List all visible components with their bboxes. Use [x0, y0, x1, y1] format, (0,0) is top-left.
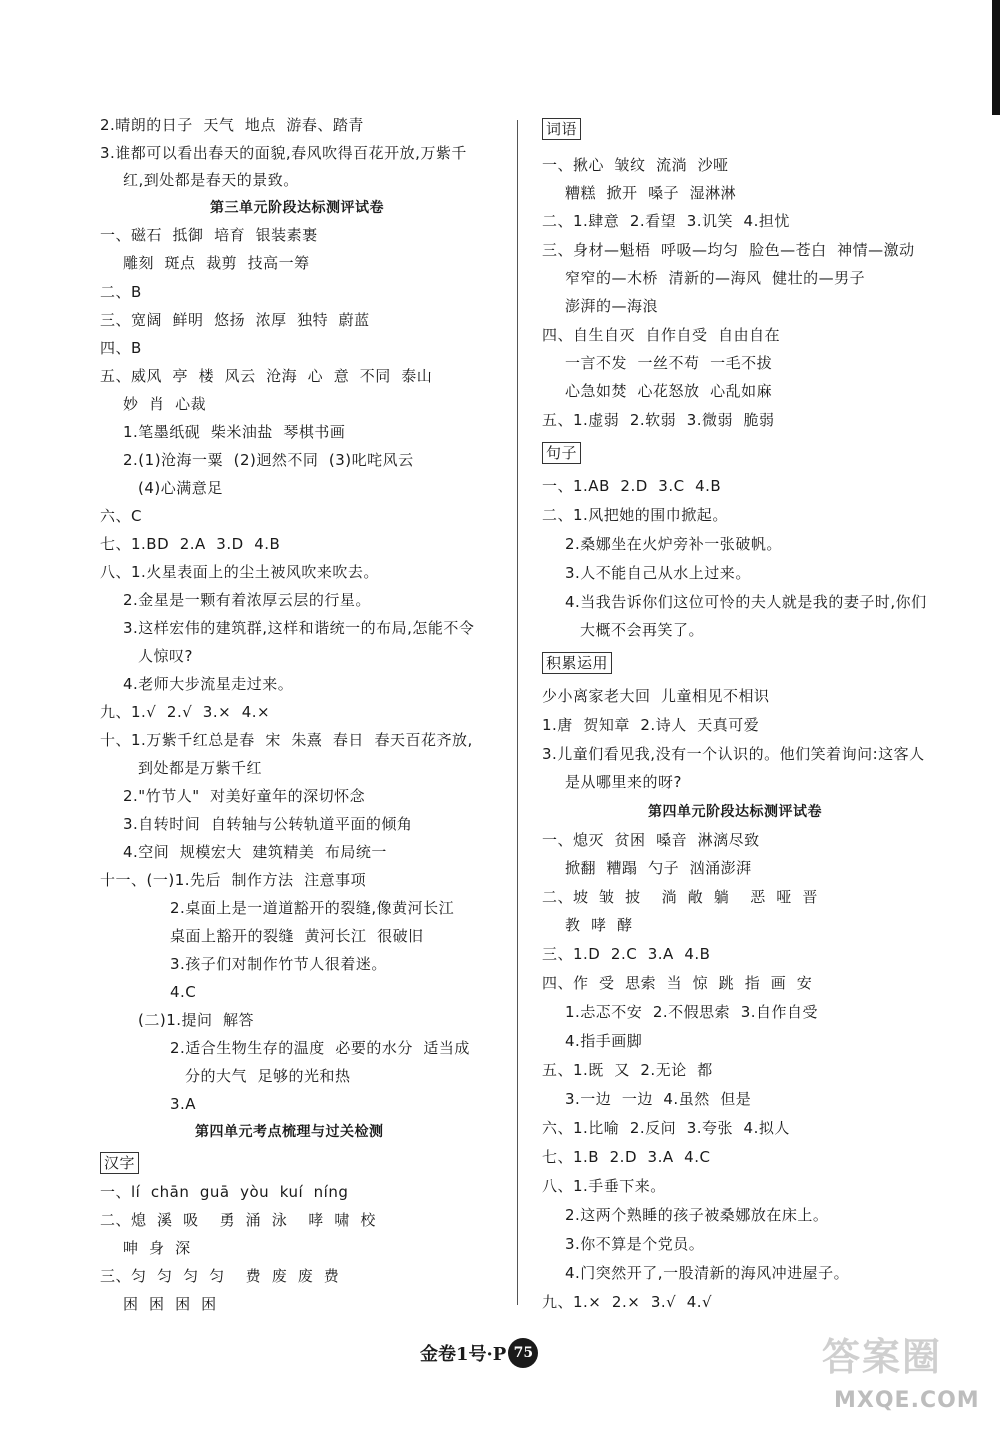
- answer-line: 妙 肖 心裁: [123, 395, 207, 413]
- answer-line: 教 哮 酵: [565, 916, 633, 934]
- answer-line: 三、身材—魁梧 呼吸—均匀 脸色—苍白 神情—激动: [542, 241, 915, 259]
- column-divider: [517, 120, 518, 1305]
- answer-line: 四、作 受 思索 当 惊 跳 指 画 安: [542, 974, 813, 992]
- category-label: 句子: [542, 442, 581, 464]
- page-footer: [420, 1338, 538, 1368]
- footer-label: 金卷1号·P: [420, 1344, 507, 1365]
- answer-line: 五、威风 亭 楼 风云 沧海 心 意 不同 泰山: [100, 367, 433, 385]
- answer-line: 一、lí chān guā yòu kuí níng: [100, 1183, 349, 1201]
- answer-line: 少小离家老大回 儿童相见不相识: [542, 687, 770, 705]
- answer-line: (4)心满意足: [138, 479, 223, 497]
- answer-line: 六、C: [100, 507, 142, 525]
- answer-line: 三、1.D 2.C 3.A 4.B: [542, 945, 711, 963]
- watermark-url: MXQE.COM: [834, 1388, 980, 1413]
- answer-line: 3.这样宏伟的建筑群,这样和谐统一的布局,怎能不令: [123, 619, 475, 637]
- answer-line: 掀翻 糟蹋 勺子 汹涌澎湃: [565, 859, 752, 877]
- answer-line: 糟糕 掀开 嗓子 湿淋淋: [565, 184, 737, 202]
- answer-line: 一言不发 一丝不苟 一毛不拔: [565, 354, 773, 372]
- answer-line: 桌面上豁开的裂缝 黄河长江 很破旧: [170, 927, 424, 945]
- answer-line: 2.晴朗的日子 天气 地点 游春、踏青: [100, 116, 364, 134]
- answer-line: 五、1.既 又 2.无论 都: [542, 1061, 713, 1079]
- page-edge-mark: [992, 0, 1000, 115]
- answer-line: 是从哪里来的呀?: [565, 773, 682, 791]
- answer-line: 3.一边 一边 4.虽然 但是: [565, 1090, 752, 1108]
- answer-line: 大概不会再笑了。: [580, 621, 705, 639]
- answer-line: 窄窄的—木桥 清新的—海风 健壮的—男子: [565, 269, 866, 287]
- answer-line: 2.桑娜坐在火炉旁补一张破帆。: [565, 535, 782, 553]
- answer-line: 心急如焚 心花怒放 心乱如麻: [565, 382, 773, 400]
- answer-line: 3.孩子们对制作竹节人很着迷。: [170, 955, 387, 973]
- answer-line: 人惊叹?: [138, 647, 193, 665]
- answer-line: 3.A: [170, 1095, 197, 1113]
- answer-line: (二)1.提问 解答: [138, 1011, 255, 1029]
- answer-line: 3.人不能自己从水上过来。: [565, 564, 751, 582]
- answer-line: 4.当我告诉你们这位可怜的夫人就是我的妻子时,你们: [565, 593, 927, 611]
- answer-line: 澎湃的—海浪: [565, 297, 659, 315]
- answer-line: 四、自生自灭 自作自受 自由自在: [542, 326, 781, 344]
- answer-line: 八、1.火星表面上的尘土被风吹来吹去。: [100, 563, 379, 581]
- answer-line: 1.忐忑不安 2.不假思索 3.自作自受: [565, 1003, 819, 1021]
- answer-line: 一、揪心 皱纹 流淌 沙哑: [542, 156, 729, 174]
- answer-line: 1.唐 贺知章 2.诗人 天真可爱: [542, 716, 760, 734]
- watermark: [822, 1326, 1000, 1429]
- answer-line: 雕刻 斑点 裁剪 技高一筹: [123, 254, 310, 272]
- answer-line: 4.门突然开了,一股清新的海风冲进屋子。: [565, 1264, 850, 1282]
- answer-line: 2.适合生物生存的温度 必要的水分 适当成: [170, 1039, 470, 1057]
- answer-line: 二、坡 皱 披 淌 敞 躺 恶 哑 晋: [542, 888, 818, 906]
- answer-line: 九、1.√ 2.√ 3.× 4.×: [100, 703, 271, 721]
- answer-line: 四、B: [100, 339, 142, 357]
- answer-line: 2."竹节人" 对美好童年的深切怀念: [123, 787, 366, 805]
- answer-line: 五、1.虚弱 2.软弱 3.微弱 脆弱: [542, 411, 775, 429]
- answer-line: 二、熄 溪 吸 勇 涌 泳 哮 啸 校: [100, 1211, 376, 1229]
- page-number: 75: [508, 1338, 538, 1368]
- section-heading: 第四单元考点梳理与过关检测: [195, 1124, 384, 1140]
- answer-line: 3.你不算是个党员。: [565, 1235, 705, 1253]
- section-heading: 第四单元阶段达标测评试卷: [648, 804, 822, 820]
- answer-line: 2.金星是一颗有着浓厚云层的行星。: [123, 591, 371, 609]
- answer-line: 六、1.比喻 2.反问 3.夸张 4.拟人: [542, 1119, 790, 1137]
- answer-line: 二、1.肆意 2.看望 3.讥笑 4.担忧: [542, 212, 790, 230]
- answer-line: 2.(1)沧海一粟 (2)迥然不同 (3)叱咤风云: [123, 451, 414, 469]
- answer-line: 3.谁都可以看出春天的面貌,春风吹得百花开放,万紫千: [100, 144, 467, 162]
- answer-line: 八、1.手垂下来。: [542, 1177, 666, 1195]
- watermark-logo-text: 答案圈: [822, 1335, 943, 1379]
- answer-line: 呻 身 深: [123, 1239, 191, 1257]
- answer-line: 2.这两个熟睡的孩子被桑娜放在床上。: [565, 1206, 829, 1224]
- category-label: 词语: [542, 118, 581, 140]
- answer-line: 十、1.万紫千红总是春 宋 朱熹 春日 春天百花齐放,: [100, 731, 473, 749]
- answer-line: 到处都是万紫千红: [138, 759, 263, 777]
- answer-line: 2.桌面上是一道道豁开的裂缝,像黄河长江: [170, 899, 455, 917]
- answer-line: 二、1.风把她的围巾掀起。: [542, 506, 728, 524]
- answer-line: 十一、(一)1.先后 制作方法 注意事项: [100, 871, 367, 889]
- answer-line: 七、1.BD 2.A 3.D 4.B: [100, 535, 281, 553]
- answer-line: 三、宽阔 鲜明 悠扬 浓厚 独特 蔚蓝: [100, 311, 370, 329]
- answer-line: 红,到处都是春天的景致。: [123, 171, 299, 189]
- answer-line: 4.老师大步流星走过来。: [123, 675, 294, 693]
- answer-line: 1.笔墨纸砚 柴米油盐 琴棋书画: [123, 423, 346, 441]
- answer-line: 3.自转时间 自转轴与公转轨道平面的倾角: [123, 815, 413, 833]
- answer-line: 3.儿童们看见我,没有一个认识的。他们笑着询问:这客人: [542, 745, 925, 763]
- answer-line: 三、匀 匀 匀 匀 费 废 废 费: [100, 1267, 340, 1285]
- answer-line: 一、1.AB 2.D 3.C 4.B: [542, 477, 722, 495]
- answer-line: 困 困 困 困: [123, 1295, 217, 1313]
- answer-line: 一、熄灭 贫困 嗓音 淋漓尽致: [542, 831, 760, 849]
- answer-line: 4.空间 规模宏大 建筑精美 布局统一: [123, 843, 387, 861]
- section-heading: 第三单元阶段达标测评试卷: [210, 200, 384, 216]
- category-label: 汉字: [100, 1152, 139, 1174]
- answer-line: 4.指手画脚: [565, 1032, 643, 1050]
- answer-line: 七、1.B 2.D 3.A 4.C: [542, 1148, 711, 1166]
- answer-line: 分的大气 足够的光和热: [185, 1067, 351, 1085]
- answer-line: 二、B: [100, 283, 142, 301]
- answer-line: 一、磁石 抵御 培育 银装素裹: [100, 226, 318, 244]
- answer-line: 4.C: [170, 983, 197, 1001]
- answer-line: 九、1.× 2.× 3.√ 4.√: [542, 1293, 713, 1311]
- category-label: 积累运用: [542, 652, 612, 674]
